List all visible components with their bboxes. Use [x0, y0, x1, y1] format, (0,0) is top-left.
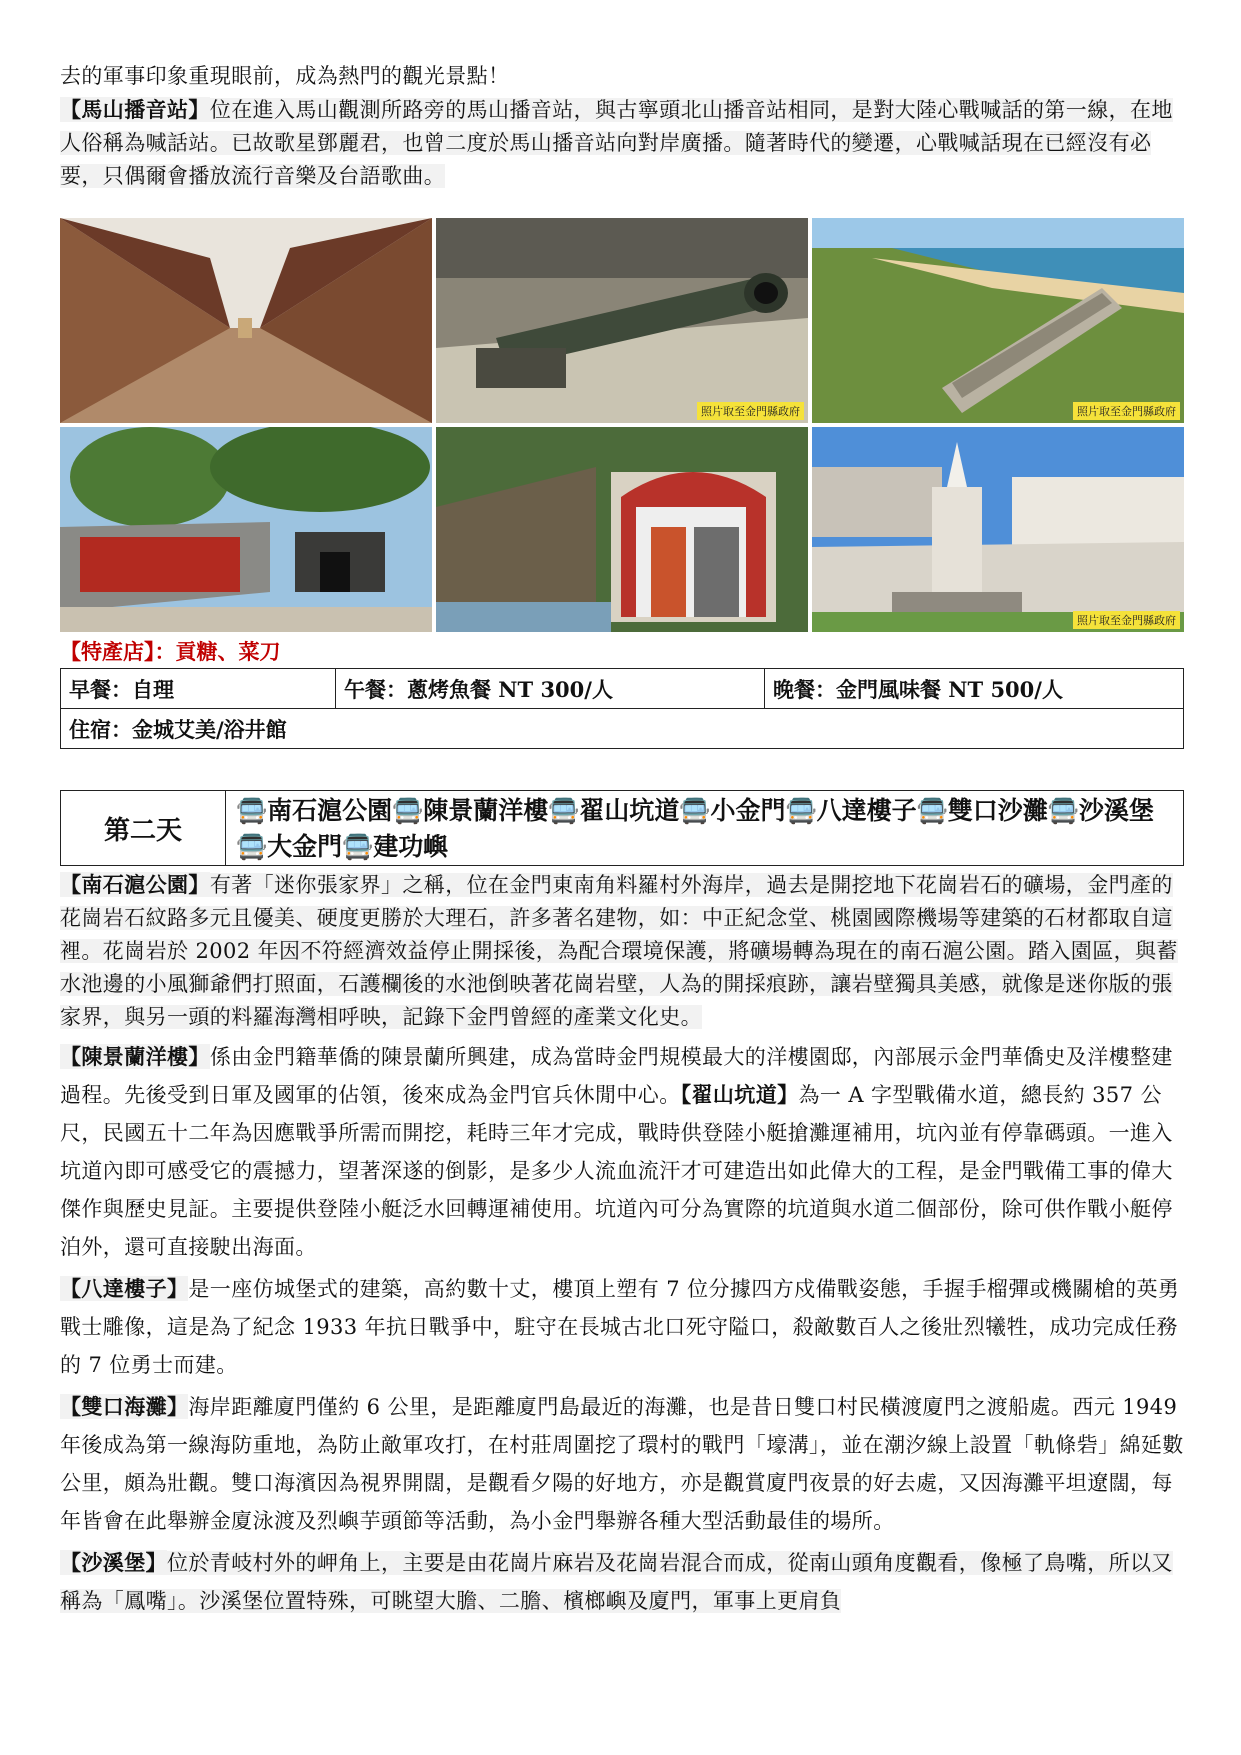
photo-coastal-fort	[812, 218, 1184, 423]
mashan-title: 【馬山播音站】	[60, 97, 210, 122]
shuangkou-paragraph	[60, 1388, 1184, 1540]
photo-traditional-alley	[60, 218, 432, 423]
photo-cannon	[436, 218, 808, 423]
shaxi-text: 位於青岐村外的岬角上，主要是由花崗片麻岩及花崗岩混合而成，從南山頭角度觀看，像極了鳥嘴，所以又稱為「鳳嘴」。沙溪堡位置特殊，可眺望大膽、二膽、檳榔嶼及廈門，軍事上更肩負	[60, 1551, 1173, 1613]
bada-text: 是一座仿城堡式的建築，高約數十丈，樓頂上塑有 7 位分據四方戍備戰姿態，手握手榴彈或機關槍的英勇戰士雕像，這是為了紀念 1933 年抗日戰爭中，駐守在長城古北口死守隘口，殺敵數百人之後壯烈犧牲，成功完成任務的 7 位勇士而建。	[60, 1277, 1180, 1377]
shuangkou-text: 海岸距離廈門僅約 6 公里，是距離廈門島最近的海灘，也是昔日雙口村民橫渡廈門之渡船處。西元 1949 年後成為第一線海防重地，為防止敵軍攻打，在村莊周圍挖了環村的戰門「壕溝」，並在潮汐線上設置「軌條砦」綿延數公里，頗為壯觀。雙口海濱因為視界開闊，是觀看夕陽的好地方，亦是觀賞廈門夜景的好去處，又因海灘平坦遼闊，每年皆會在此舉辦金廈泳渡及烈嶼芋頭節等活動，為小金門舉辦各種大型活動最佳的場所。	[60, 1395, 1184, 1533]
chen-title: 【陳景蘭洋樓】	[60, 1044, 210, 1069]
lodging-row	[61, 709, 1184, 749]
photo-statue-plaza	[812, 427, 1184, 632]
photo-tunnel-entrance	[436, 427, 808, 632]
nanshihu-text: 有著「迷你張家界」之稱，位在金門東南角料羅村外海岸，過去是開挖地下花崗岩石的礦場，金門產的花崗岩石紋路多元且優美、硬度更勝於大理石，許多著名建物，如：中正紀念堂、桃園國際機場等建築的石材都取自這裡。花崗岩於 2002 年因不符經濟效益停止開採後，為配合環境保護，將礦場轉為現在的南石滬公園。踏入園區，與蓄水池邊的小風獅爺們打照面，石護欄後的水池倒映著花崗岩壁，人為的開採痕跡，讓岩壁獨具美感，就像是迷你版的張家界，與另一頭的料羅海灣相呼映，記錄下金門曾經的產業文化史。	[60, 873, 1178, 1029]
intro-line: 去的軍事印象重現眼前，成為熱門的觀光景點！	[60, 64, 510, 88]
lunch-cell: 午餐：蔥烤魚餐 NT 300/人	[336, 669, 765, 709]
shaxi-title: 【沙溪堡】	[60, 1550, 167, 1575]
day-two-header	[60, 790, 1184, 866]
photo-credit: 照片取至金門縣政府	[1073, 611, 1180, 629]
bada-title: 【八達樓子】	[60, 1276, 189, 1301]
nanshihu-title: 【南石滬公園】	[60, 872, 210, 897]
meal-row	[61, 669, 1184, 709]
bada-paragraph	[60, 1270, 1184, 1384]
nanshihu-paragraph	[60, 868, 1184, 1034]
chen-paragraph	[60, 1038, 1184, 1266]
breakfast-cell: 早餐：自理	[61, 669, 336, 709]
special-store: 【特產店】：貢糖、菜刀	[60, 639, 281, 664]
meal-table	[60, 668, 1184, 749]
photo-credit: 照片取至金門縣政府	[1073, 402, 1180, 420]
zhai-text: 為一 A 字型戰備水道，總長約 357 公尺，民國五十二年為因應戰爭所需而開挖，耗時三年才完成，戰時供登陸小艇搶灘運補用，坑內並有停靠碼頭。一進入坑道內即可感受它的震撼力，望著深遂的倒影，是多少人流血流汗才可建造出如此偉大的工程，是金門戰備工事的偉大傑作與歷史見証。主要提供登陸小艇泛水回轉運補使用。坑道內可分為實際的坑道與水道二個部份，除可供作戰小艇停泊外，還可直接駛出海面。	[60, 1083, 1173, 1259]
chen-text: 係由金門籍華僑的陳景蘭所興建，成為當時金門規模最大的洋樓園邸，內部展示金門華僑史及洋樓整建過程。先後受到日軍及國軍的佔領，後來成為金門官兵休閒中心。	[60, 1045, 1173, 1107]
day-label: 第二天	[61, 791, 226, 865]
shaxi-paragraph	[60, 1544, 1184, 1620]
day-route: 🚍南石滬公園🚍陳景蘭洋樓🚍翟山坑道🚍小金門🚍八達樓子🚍雙口沙灘🚍沙溪堡🚍大金門🚍建功嶼	[236, 796, 1154, 861]
mashan-text: 位在進入馬山觀測所路旁的馬山播音站，與古寧頭北山播音站相同，是對大陸心戰喊話的第一線，在地人俗稱為喊話站。已故歌星鄧麗君，也曾二度於馬山播音站向對岸廣播。隨著時代的變遷，心戰喊話現在已經沒有必要，只偶爾會播放流行音樂及台語歌曲。	[60, 98, 1173, 188]
mashan-paragraph	[60, 93, 1188, 193]
lodging-cell: 住宿：金城艾美/浴井館	[61, 709, 1184, 749]
zhai-title: 【翟山坑道】	[680, 1082, 799, 1107]
photo-broadcast-wall	[60, 427, 432, 632]
photo-gallery	[60, 218, 1184, 632]
shuangkou-title: 【雙口海灘】	[60, 1394, 189, 1419]
photo-credit: 照片取至金門縣政府	[697, 402, 804, 420]
day-two-content	[60, 868, 1184, 1620]
dinner-cell: 晚餐：金門風味餐 NT 500/人	[765, 669, 1184, 709]
intro-block	[60, 60, 1188, 193]
